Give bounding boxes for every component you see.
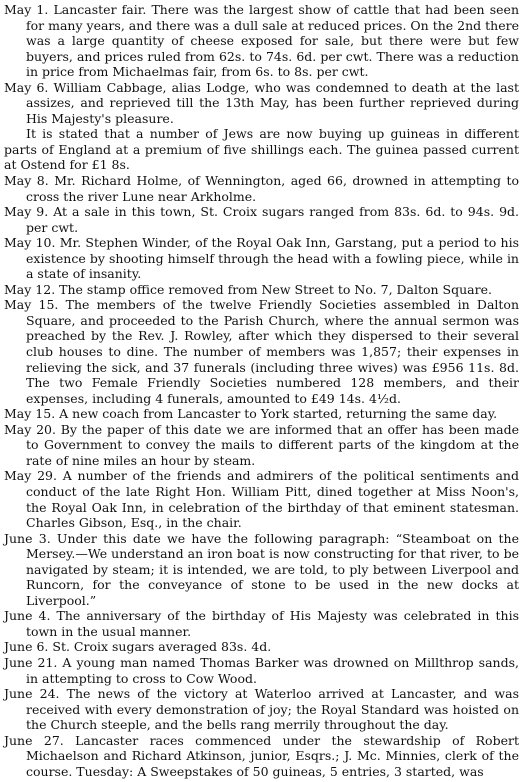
entry-text: Lancaster races commenced under the stewardship of Robert Michaelson and Richard Atkinson, junior, Esqrs.; J. Mc. Minnies, clerk of the course. Tuesday: A Sweepstakes of 50 guineas, 5 entries, 3 started, was [26, 732, 519, 779]
document-page [4, 2, 519, 779]
entry-date: June 24. [4, 686, 60, 702]
entry-date: May 29. [4, 468, 57, 484]
entry-may-15-coach [4, 406, 519, 422]
entry-text: The news of the victory at Waterloo arrived at Lancaster, and was received with every demonstration of joy; the Royal Standard was hoisted on the Church steeple, and the bells rang merrily throughout the day. [26, 686, 519, 733]
entry-text: It is stated that a number of Jews are now buying up guineas in different parts of England at a premium of five shillings each. The guinea passed current at Ostend for £1 8s. [4, 126, 519, 173]
entry-june-21 [4, 655, 519, 686]
entry-june-4 [4, 608, 519, 639]
entry-text: At a sale in this town, St. Croix sugars ranged from 83s. 6d. to 94s. 9d. per cwt. [26, 204, 519, 235]
entry-date: May 10. [4, 235, 56, 251]
entry-text: A number of the friends and admirers of the political sentiments and conduct of the late Right Hon. William Pitt, dined together at Miss Noon's, the Royal Oak Inn, in celebration of the birthday of that eminent statesman. Charles Gibson, Esq., in the chair. [26, 468, 519, 531]
entry-may-9 [4, 204, 519, 235]
entry-text: Mr. Stephen Winder, of the Royal Oak Inn, Garstang, put a period to his existence by shooting himself through the head with a fowling piece, while in a state of insanity. [26, 235, 520, 282]
entry-date: May 20. [4, 421, 56, 437]
entry-june-24 [4, 686, 519, 733]
entry-date: May 12. [4, 281, 56, 297]
entry-text: The members of the twelve Friendly Societies assembled in Dalton Square, and proceeded to the Parish Church, where the annual sermon was preached by the Rev. J. Rowley, after which they dispersed to their several club houses to dine. The number of members was 1,857; their expenses in relieving the sick, and 37 funerals (including three wives) was £956 11s. 8d. The two Female Friendly Societies numbered 128 members, and their expenses, including 4 funerals, amounted to £49 14s. 4½d. [26, 297, 520, 406]
entry-text: St. Croix sugars averaged 83s. 4d. [48, 639, 272, 655]
entry-date: May 9. [4, 204, 49, 220]
entry-text: A new coach from Lancaster to York started, returning the same day. [55, 406, 498, 422]
entry-may-6 [4, 80, 519, 127]
entry-text: A young man named Thomas Barker was drowned on Millthrop sands, in attempting to cross to Cow Wood. [26, 654, 519, 686]
entry-text: The anniversary of the birthday of His Majesty was celebrated in this town in the usual manner. [26, 608, 520, 639]
entry-date: June 27. [4, 732, 64, 748]
entry-date: May 15. [4, 297, 59, 313]
entry-may-20 [4, 422, 519, 469]
entry-date: May 1. [4, 2, 49, 17]
entry-may-8 [4, 173, 519, 204]
entry-date: June 21. [4, 654, 58, 670]
entry-may-15-societies [4, 297, 519, 406]
entry-date: May 8. [4, 173, 49, 189]
entry-text: The stamp office removed from New Street to No. 7, Dalton Square. [55, 281, 492, 297]
entry-may-1 [4, 2, 519, 80]
entry-date: May 15. [4, 406, 56, 422]
entry-text: Under this date we have the following paragraph: “Steamboat on the Mersey.—We understand an iron boat is now constructing for that river, to be navigated by steam; it is intended, we are told, to ply between Liverpool and Runcorn, for the conveyance of stone to be used in the new docks at Liverpool.” [26, 530, 519, 608]
entry-may-10 [4, 235, 519, 282]
entry-june-3 [4, 531, 519, 609]
entry-text: By the paper of this date we are informed that an offer has been made to Government to convey the mails to different parts of the kingdom at the rate of nine miles an hour by steam. [26, 421, 519, 468]
entry-text: William Cabbage, alias Lodge, who was condemned to death at the last assizes, and reprieved till the 13th May, has been further reprieved during His Majesty's pleasure. [26, 79, 519, 126]
entry-june-27 [4, 733, 519, 780]
entry-may-29 [4, 468, 519, 530]
entry-text: Lancaster fair. There was the largest show of cattle that had been seen for many years, and there was a dull sale at reduced prices. On the 2nd there was a large quantity of cheese exposed for sale, but there were but few buyers, and prices ruled from 62s. to 74s. 6d. per cwt. There was a reduction in price from Michaelmas fair, from 6s. to 8s. per cwt. [26, 2, 519, 80]
entry-date: June 6. [4, 639, 49, 655]
entry-guineas [4, 126, 519, 173]
entry-text: Mr. Richard Holme, of Wennington, aged 66, drowned in attempting to cross the river Lune near Arkholme. [26, 173, 519, 204]
entry-date: May 6. [4, 79, 49, 95]
entry-date: June 3. [4, 530, 51, 546]
entry-june-6 [4, 639, 519, 655]
entry-date: June 4. [4, 608, 51, 624]
entry-may-12 [4, 282, 519, 298]
